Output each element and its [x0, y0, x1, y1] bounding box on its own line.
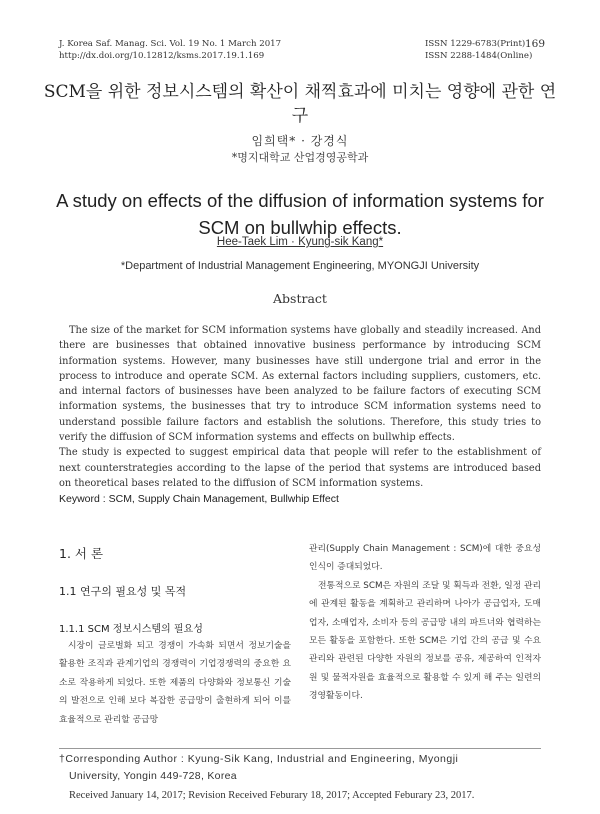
korean-authors: 임희택* · 강경식: [251, 134, 349, 148]
section-heading-introduction: 1. 서 론: [59, 546, 104, 561]
abstract-body: [59, 323, 541, 491]
submission-dates: Received January 14, 2017; Revision Received Feburary 18, 2017; Accepted Feburary 23, 2017.: [69, 790, 475, 801]
journal-header: [59, 38, 281, 62]
footnote: [59, 751, 541, 804]
author-address: University, Yongin 449-728, Korea: [69, 770, 237, 782]
keywords: Keyword : SCM, Supply Chain Management, Bullwhip Effect: [59, 493, 339, 505]
abstract-paragraph-2: The study is expected to suggest empirical data that people will refer to the establishment of next counterstrategies according to the lapse of the period that systems are introduced based on theoretical bases related to the diffusion of SCM information systems.: [59, 447, 541, 489]
korean-affiliation: *명지대학교 산업경영공학과: [231, 151, 369, 164]
body-paragraph-right-2: 전통적으로 SCM은 자원의 조달 및 획득과 전환, 일정 관리에 관계된 활동을 계획하고 관리하며 나아가 공급업자, 도매업자, 소매업자, 소비자 등의 공급망 내의 파트너와 협력하는 모든 활동을 포함한다. 또한 SCM은 기업 간의 공급 및 수요관리와 관련된 다양한 자원의 정보를 공유, 제공하여 인적자원 및 물적자원을 효율적으로 활용할 수 있게 해 주는 일련의 경영활동이다.: [309, 580, 541, 702]
english-authors: [0, 236, 600, 248]
subsubsection-heading: 1.1.1 SCM 정보시스템의 필요성: [59, 624, 203, 635]
left-column: [59, 540, 291, 729]
english-authors-text: Hee-Taek Lim · Kyung-sik Kang*: [216, 236, 384, 248]
journal-citation: J. Korea Saf. Manag. Sci. Vol. 19 No. 1 March 2017: [59, 39, 282, 49]
corresponding-author: †Corresponding Author : Kyung-Sik Kang, Industrial and Engineering, Myongji: [59, 753, 459, 765]
abstract-heading: Abstract: [273, 291, 327, 306]
footnote-divider: [59, 748, 541, 749]
issn-online: ISSN 2288-1484(Online): [425, 51, 533, 61]
issn-print: ISSN 1229-6783(Print): [425, 39, 526, 49]
english-title: A study on effects of the diffusion of information systems for SCM on bullwhip effects.: [56, 190, 544, 238]
body-paragraph-left: 시장이 글로벌화 되고 경쟁이 가속화 되면서 정보기술을 활용한 조직과 관계기업의 경쟁력이 기업경쟁력의 중요한 요소로 작용하게 되었다. 또한 제품의 다양화와 정보통신 기술의 발전으로 인해 보다 복잡한 공급망이 출현하게 되어 이를 효율적으로 관리할 공급망: [59, 641, 291, 725]
english-affiliation: *Department of Industrial Management Engineering, MYONGJI University: [120, 260, 480, 272]
issn-block: [425, 38, 535, 62]
right-column: [309, 540, 541, 706]
abstract-paragraph-1: The size of the market for SCM information systems have globally and steadily increased. And there are businesses that obtained innovative business performance by introducing SCM information systems. However, many businesses have still undergone trial and error in the process to introduce and operate SCM. As external factors including suppliers, customers, etc. and internal factors of businesses have been analyzed to be failure factors of executing SCM information systems, the businesses that try to introduce SCM information systems need to understand possible failure factors and establish the solutions. Therefore, this study tries to verify the diffusion of SCM information systems and effects on bullwhip effects.: [59, 325, 541, 444]
doi-link[interactable]: http://dx.doi.org/10.12812/ksms.2017.19.1.169: [59, 51, 265, 61]
korean-title: SCM을 위한 정보시스템의 확산이 채찍효과에 미치는 영향에 관한 연구: [43, 82, 557, 126]
subsection-heading: 1.1 연구의 필요성 및 목적: [59, 585, 187, 598]
page-number: 169: [525, 38, 546, 50]
body-paragraph-right-1: 관리(Supply Chain Management : SCM)에 대한 중요성 인식이 증대되었다.: [309, 544, 541, 573]
